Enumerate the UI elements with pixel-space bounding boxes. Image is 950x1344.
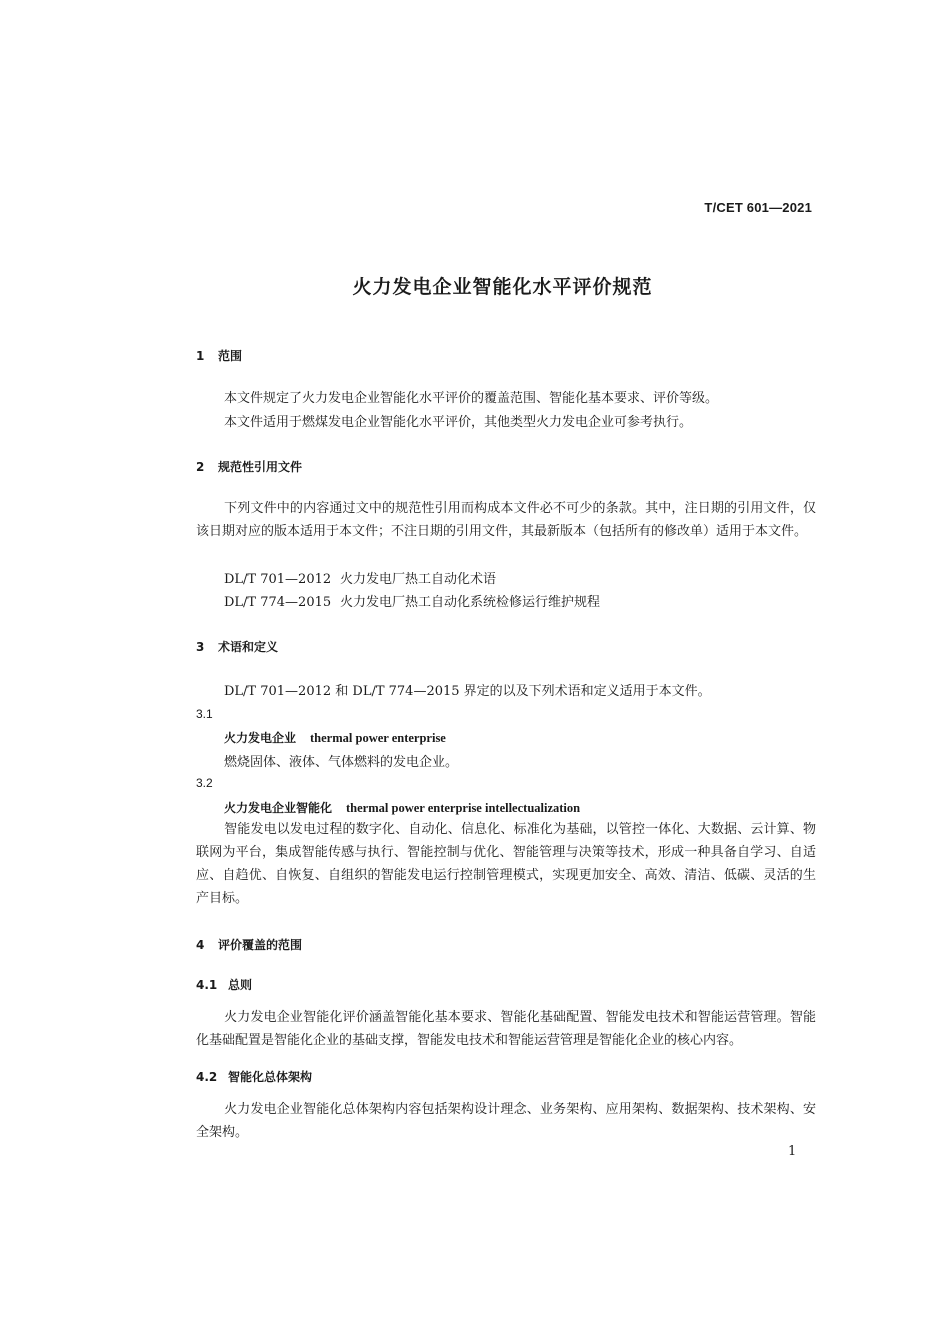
section-3-heading xyxy=(196,638,278,655)
term-definition-text: 智能发电以发电过程的数字化、自动化、信息化、标准化为基础，以管控一体化、大数据、云计算、物联网为平台，集成智能传感与执行、智能控制与优化、智能管理与决策等技术，形成一种具备自学习、自适应、自趋优、自恢复、自组织的智能发电运行控制管理模式，实现更加安全、高效、清洁、低碳、灵活的生产目标。 xyxy=(196,822,816,906)
section-4-heading xyxy=(196,936,302,953)
section-4-1-para xyxy=(196,1006,816,1052)
section-3-title: 术语和定义 xyxy=(218,640,279,654)
term-zh: 火力发电企业智能化 xyxy=(224,801,333,815)
term-definition: 燃烧固体、液体、气体燃料的发电企业。 xyxy=(224,755,459,770)
reference-item xyxy=(224,591,600,610)
reference-item xyxy=(224,568,496,587)
section-2-para-text: 下列文件中的内容通过文中的规范性引用而构成本文件必不可少的条款。其中，注日期的引用文件，仅该日期对应的版本适用于本文件；不注日期的引用文件，其最新版本（包括所有的修改单）适用于本文件。 xyxy=(196,501,816,539)
reference-name: 火力发电厂热工自动化系统检修运行维护规程 xyxy=(340,595,601,610)
section-2-title: 规范性引用文件 xyxy=(218,460,303,474)
section-4-2-number: 4.2 xyxy=(196,1070,218,1084)
page-number: 1 xyxy=(788,1144,797,1159)
term-heading xyxy=(224,729,446,746)
reference-code: DL/T 701—2012 xyxy=(224,572,332,587)
section-4-2-heading xyxy=(196,1068,312,1085)
section-3-para: DL/T 701—2012 和 DL/T 774—2015 界定的以及下列术语和定义适用于本文件。 xyxy=(224,684,711,699)
section-4-number: 4 xyxy=(196,938,205,952)
section-2-heading xyxy=(196,458,302,475)
section-1-heading xyxy=(196,347,242,364)
section-4-1-heading xyxy=(196,976,252,993)
section-1-number: 1 xyxy=(196,349,205,363)
document-title: 火力发电企业智能化水平评价规范 xyxy=(352,276,653,298)
term-number: 3.2 xyxy=(196,776,213,790)
term-en: thermal power enterprise intellectualization xyxy=(346,801,581,815)
section-3-number: 3 xyxy=(196,640,205,654)
standard-code: T/CET 601—2021 xyxy=(704,200,812,215)
section-4-title: 评价覆盖的范围 xyxy=(218,938,303,952)
section-2-number: 2 xyxy=(196,460,205,474)
section-1-para-2: 本文件适用于燃煤发电企业智能化水平评价，其他类型火力发电企业可参考执行。 xyxy=(224,415,693,430)
section-4-2-para xyxy=(196,1098,816,1144)
term-definition xyxy=(196,818,816,910)
section-4-1-para-text: 火力发电企业智能化评价涵盖智能化基本要求、智能化基础配置、智能发电技术和智能运营管理。智能化基础配置是智能化企业的基础支撑，智能发电技术和智能运营管理是智能化企业的核心内容。 xyxy=(196,1010,816,1048)
term-number: 3.1 xyxy=(196,707,213,721)
section-4-2-para-text: 火力发电企业智能化总体架构内容包括架构设计理念、业务架构、应用架构、数据架构、技术架构、安全架构。 xyxy=(196,1102,816,1140)
section-1-para-1: 本文件规定了火力发电企业智能化水平评价的覆盖范围、智能化基本要求、评价等级。 xyxy=(224,391,719,406)
section-4-1-number: 4.1 xyxy=(196,978,218,992)
section-2-para xyxy=(196,497,816,543)
reference-code: DL/T 774—2015 xyxy=(224,595,332,610)
reference-name: 火力发电厂热工自动化术语 xyxy=(340,572,497,587)
term-heading xyxy=(224,799,580,816)
section-4-2-title: 智能化总体架构 xyxy=(228,1070,313,1084)
term-zh: 火力发电企业 xyxy=(224,731,297,745)
section-4-1-title: 总则 xyxy=(228,978,253,992)
section-1-title: 范围 xyxy=(218,349,243,363)
term-en: thermal power enterprise xyxy=(310,731,446,745)
